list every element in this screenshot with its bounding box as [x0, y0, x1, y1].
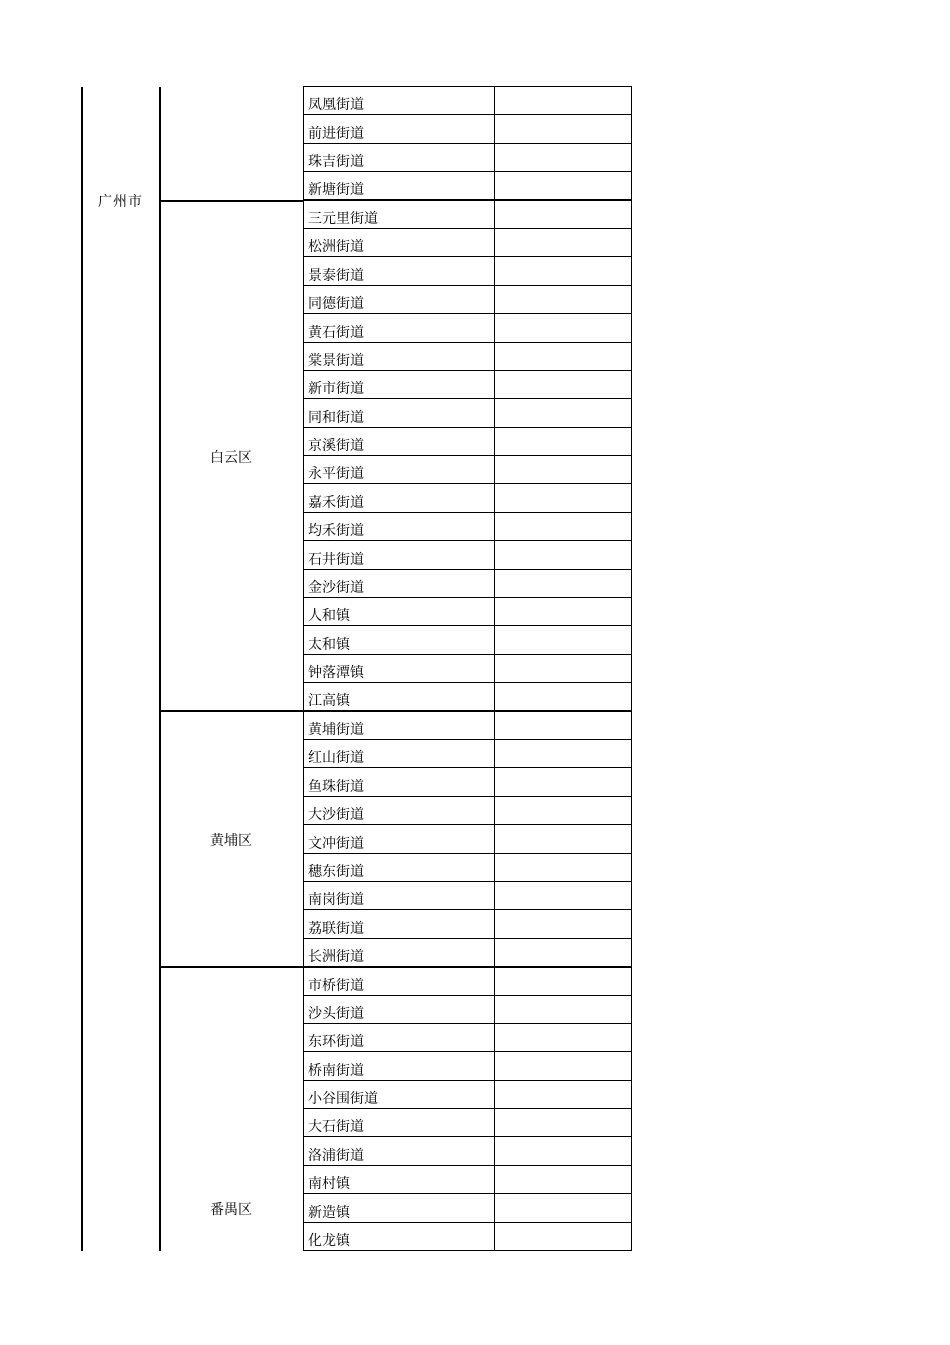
- street-name-cell[interactable]: 荔联街道: [304, 910, 495, 938]
- street-name-cell[interactable]: 沙头街道: [304, 995, 495, 1023]
- table-row: [304, 739, 632, 767]
- district-label-baiyun: 白云区: [210, 450, 252, 466]
- table-row: [304, 143, 632, 171]
- value-cell[interactable]: [495, 512, 632, 540]
- value-cell[interactable]: [495, 228, 632, 256]
- street-name-cell[interactable]: 东环街道: [304, 1023, 495, 1051]
- street-name-cell[interactable]: 红山街道: [304, 739, 495, 767]
- street-name-cell[interactable]: 化龙镇: [304, 1222, 495, 1250]
- table-row: [304, 512, 632, 540]
- street-name-cell[interactable]: 钟落潭镇: [304, 654, 495, 682]
- value-cell[interactable]: [495, 115, 632, 143]
- street-name-cell[interactable]: 景泰街道: [304, 257, 495, 285]
- table-row: [304, 654, 632, 682]
- street-name-cell[interactable]: 同德街道: [304, 285, 495, 313]
- table-row: [304, 796, 632, 824]
- value-cell[interactable]: [495, 399, 632, 427]
- table-row: [304, 541, 632, 569]
- street-name-cell[interactable]: 小谷围街道: [304, 1080, 495, 1108]
- city-column-right-border: [159, 87, 161, 1251]
- value-cell[interactable]: [495, 484, 632, 512]
- table-row: [304, 1194, 632, 1222]
- table-row: [304, 342, 632, 370]
- street-name-cell[interactable]: 新市街道: [304, 370, 495, 398]
- value-cell[interactable]: [495, 1023, 632, 1051]
- value-cell[interactable]: [495, 1194, 632, 1222]
- street-name-cell[interactable]: 大沙街道: [304, 796, 495, 824]
- value-cell[interactable]: [495, 598, 632, 626]
- table-row: [304, 228, 632, 256]
- street-name-cell[interactable]: 珠吉街道: [304, 143, 495, 171]
- table-row: [304, 910, 632, 938]
- table-row: [304, 285, 632, 313]
- table-row: [304, 172, 632, 200]
- table-row: [304, 626, 632, 654]
- table-row: [304, 938, 632, 966]
- value-cell[interactable]: [495, 1137, 632, 1165]
- street-name-cell[interactable]: 南岗街道: [304, 881, 495, 909]
- value-cell[interactable]: [495, 1109, 632, 1137]
- table-row: [304, 370, 632, 398]
- table-row: [304, 1052, 632, 1080]
- table-row: [304, 598, 632, 626]
- value-cell[interactable]: [495, 143, 632, 171]
- table-row: [304, 314, 632, 342]
- street-name-cell[interactable]: 嘉禾街道: [304, 484, 495, 512]
- value-cell[interactable]: [495, 938, 632, 966]
- street-name-cell[interactable]: 同和街道: [304, 399, 495, 427]
- street-name-cell[interactable]: 松洲街道: [304, 228, 495, 256]
- value-cell[interactable]: [495, 825, 632, 853]
- value-cell[interactable]: [495, 711, 632, 739]
- street-name-cell[interactable]: 文冲街道: [304, 825, 495, 853]
- value-cell[interactable]: [495, 370, 632, 398]
- value-cell[interactable]: [495, 683, 632, 711]
- table-row: [304, 484, 632, 512]
- street-name-cell[interactable]: 石井街道: [304, 541, 495, 569]
- table-row: [304, 711, 632, 739]
- street-table: [303, 86, 632, 1251]
- table-row: [304, 1109, 632, 1137]
- value-cell[interactable]: [495, 768, 632, 796]
- street-name-cell[interactable]: 京溪街道: [304, 427, 495, 455]
- left-border-line: [81, 87, 83, 1251]
- table-row: [304, 200, 632, 228]
- street-name-cell[interactable]: 洛浦街道: [304, 1137, 495, 1165]
- value-cell[interactable]: [495, 314, 632, 342]
- table-row: [304, 853, 632, 881]
- street-name-cell[interactable]: 前进街道: [304, 115, 495, 143]
- street-name-cell[interactable]: 三元里街道: [304, 200, 495, 228]
- value-cell[interactable]: [495, 257, 632, 285]
- value-cell[interactable]: [495, 172, 632, 200]
- street-name-cell[interactable]: 永平街道: [304, 456, 495, 484]
- value-cell[interactable]: [495, 1080, 632, 1108]
- value-cell[interactable]: [495, 853, 632, 881]
- value-cell[interactable]: [495, 200, 632, 228]
- district-separator-baiyun: [160, 200, 304, 202]
- street-name-cell[interactable]: 江高镇: [304, 683, 495, 711]
- value-cell[interactable]: [495, 1222, 632, 1250]
- table-row: [304, 1137, 632, 1165]
- value-cell[interactable]: [495, 654, 632, 682]
- street-name-cell[interactable]: 凤凰街道: [304, 87, 495, 115]
- street-name-cell[interactable]: 市桥街道: [304, 967, 495, 995]
- table-row: [304, 1080, 632, 1108]
- street-name-cell[interactable]: 大石街道: [304, 1109, 495, 1137]
- street-name-cell[interactable]: 黄石街道: [304, 314, 495, 342]
- table-row: [304, 881, 632, 909]
- value-cell[interactable]: [495, 541, 632, 569]
- street-name-cell[interactable]: 人和镇: [304, 598, 495, 626]
- street-name-cell[interactable]: 南村镇: [304, 1165, 495, 1193]
- table-row: [304, 1165, 632, 1193]
- value-cell[interactable]: [495, 1165, 632, 1193]
- street-name-cell[interactable]: 金沙街道: [304, 569, 495, 597]
- value-cell[interactable]: [495, 456, 632, 484]
- table-row: [304, 87, 632, 115]
- value-cell[interactable]: [495, 910, 632, 938]
- table-row: [304, 683, 632, 711]
- value-cell[interactable]: [495, 427, 632, 455]
- table-row: [304, 569, 632, 597]
- street-name-cell[interactable]: 新塘街道: [304, 172, 495, 200]
- value-cell[interactable]: [495, 626, 632, 654]
- value-cell[interactable]: [495, 87, 632, 115]
- street-name-cell[interactable]: 桥南街道: [304, 1052, 495, 1080]
- street-name-cell[interactable]: 棠景街道: [304, 342, 495, 370]
- street-name-cell[interactable]: 太和镇: [304, 626, 495, 654]
- table-row: [304, 1222, 632, 1250]
- table-row: [304, 1023, 632, 1051]
- value-cell[interactable]: [495, 796, 632, 824]
- value-cell[interactable]: [495, 285, 632, 313]
- table-row: [304, 768, 632, 796]
- value-cell[interactable]: [495, 995, 632, 1023]
- value-cell[interactable]: [495, 342, 632, 370]
- street-name-cell[interactable]: 均禾街道: [304, 512, 495, 540]
- value-cell[interactable]: [495, 1052, 632, 1080]
- district-label-huangpu: 黄埔区: [210, 833, 252, 849]
- table-row: [304, 995, 632, 1023]
- table-row: [304, 967, 632, 995]
- table-row: [304, 399, 632, 427]
- district-separator-panyu: [160, 966, 304, 968]
- street-name-cell[interactable]: 黄埔街道: [304, 711, 495, 739]
- value-cell[interactable]: [495, 569, 632, 597]
- street-name-cell[interactable]: 新造镇: [304, 1194, 495, 1222]
- city-label: 广州市: [98, 194, 143, 210]
- district-separator-huangpu: [160, 710, 304, 712]
- table-row: [304, 115, 632, 143]
- table-row: [304, 456, 632, 484]
- table-row: [304, 257, 632, 285]
- street-table-body: [304, 87, 632, 1251]
- district-label-panyu: 番禺区: [210, 1202, 252, 1218]
- street-name-cell[interactable]: 鱼珠街道: [304, 768, 495, 796]
- street-name-cell[interactable]: 穗东街道: [304, 853, 495, 881]
- table-row: [304, 427, 632, 455]
- table-row: [304, 825, 632, 853]
- value-cell[interactable]: [495, 881, 632, 909]
- value-cell[interactable]: [495, 967, 632, 995]
- street-name-cell[interactable]: 长洲街道: [304, 938, 495, 966]
- value-cell[interactable]: [495, 739, 632, 767]
